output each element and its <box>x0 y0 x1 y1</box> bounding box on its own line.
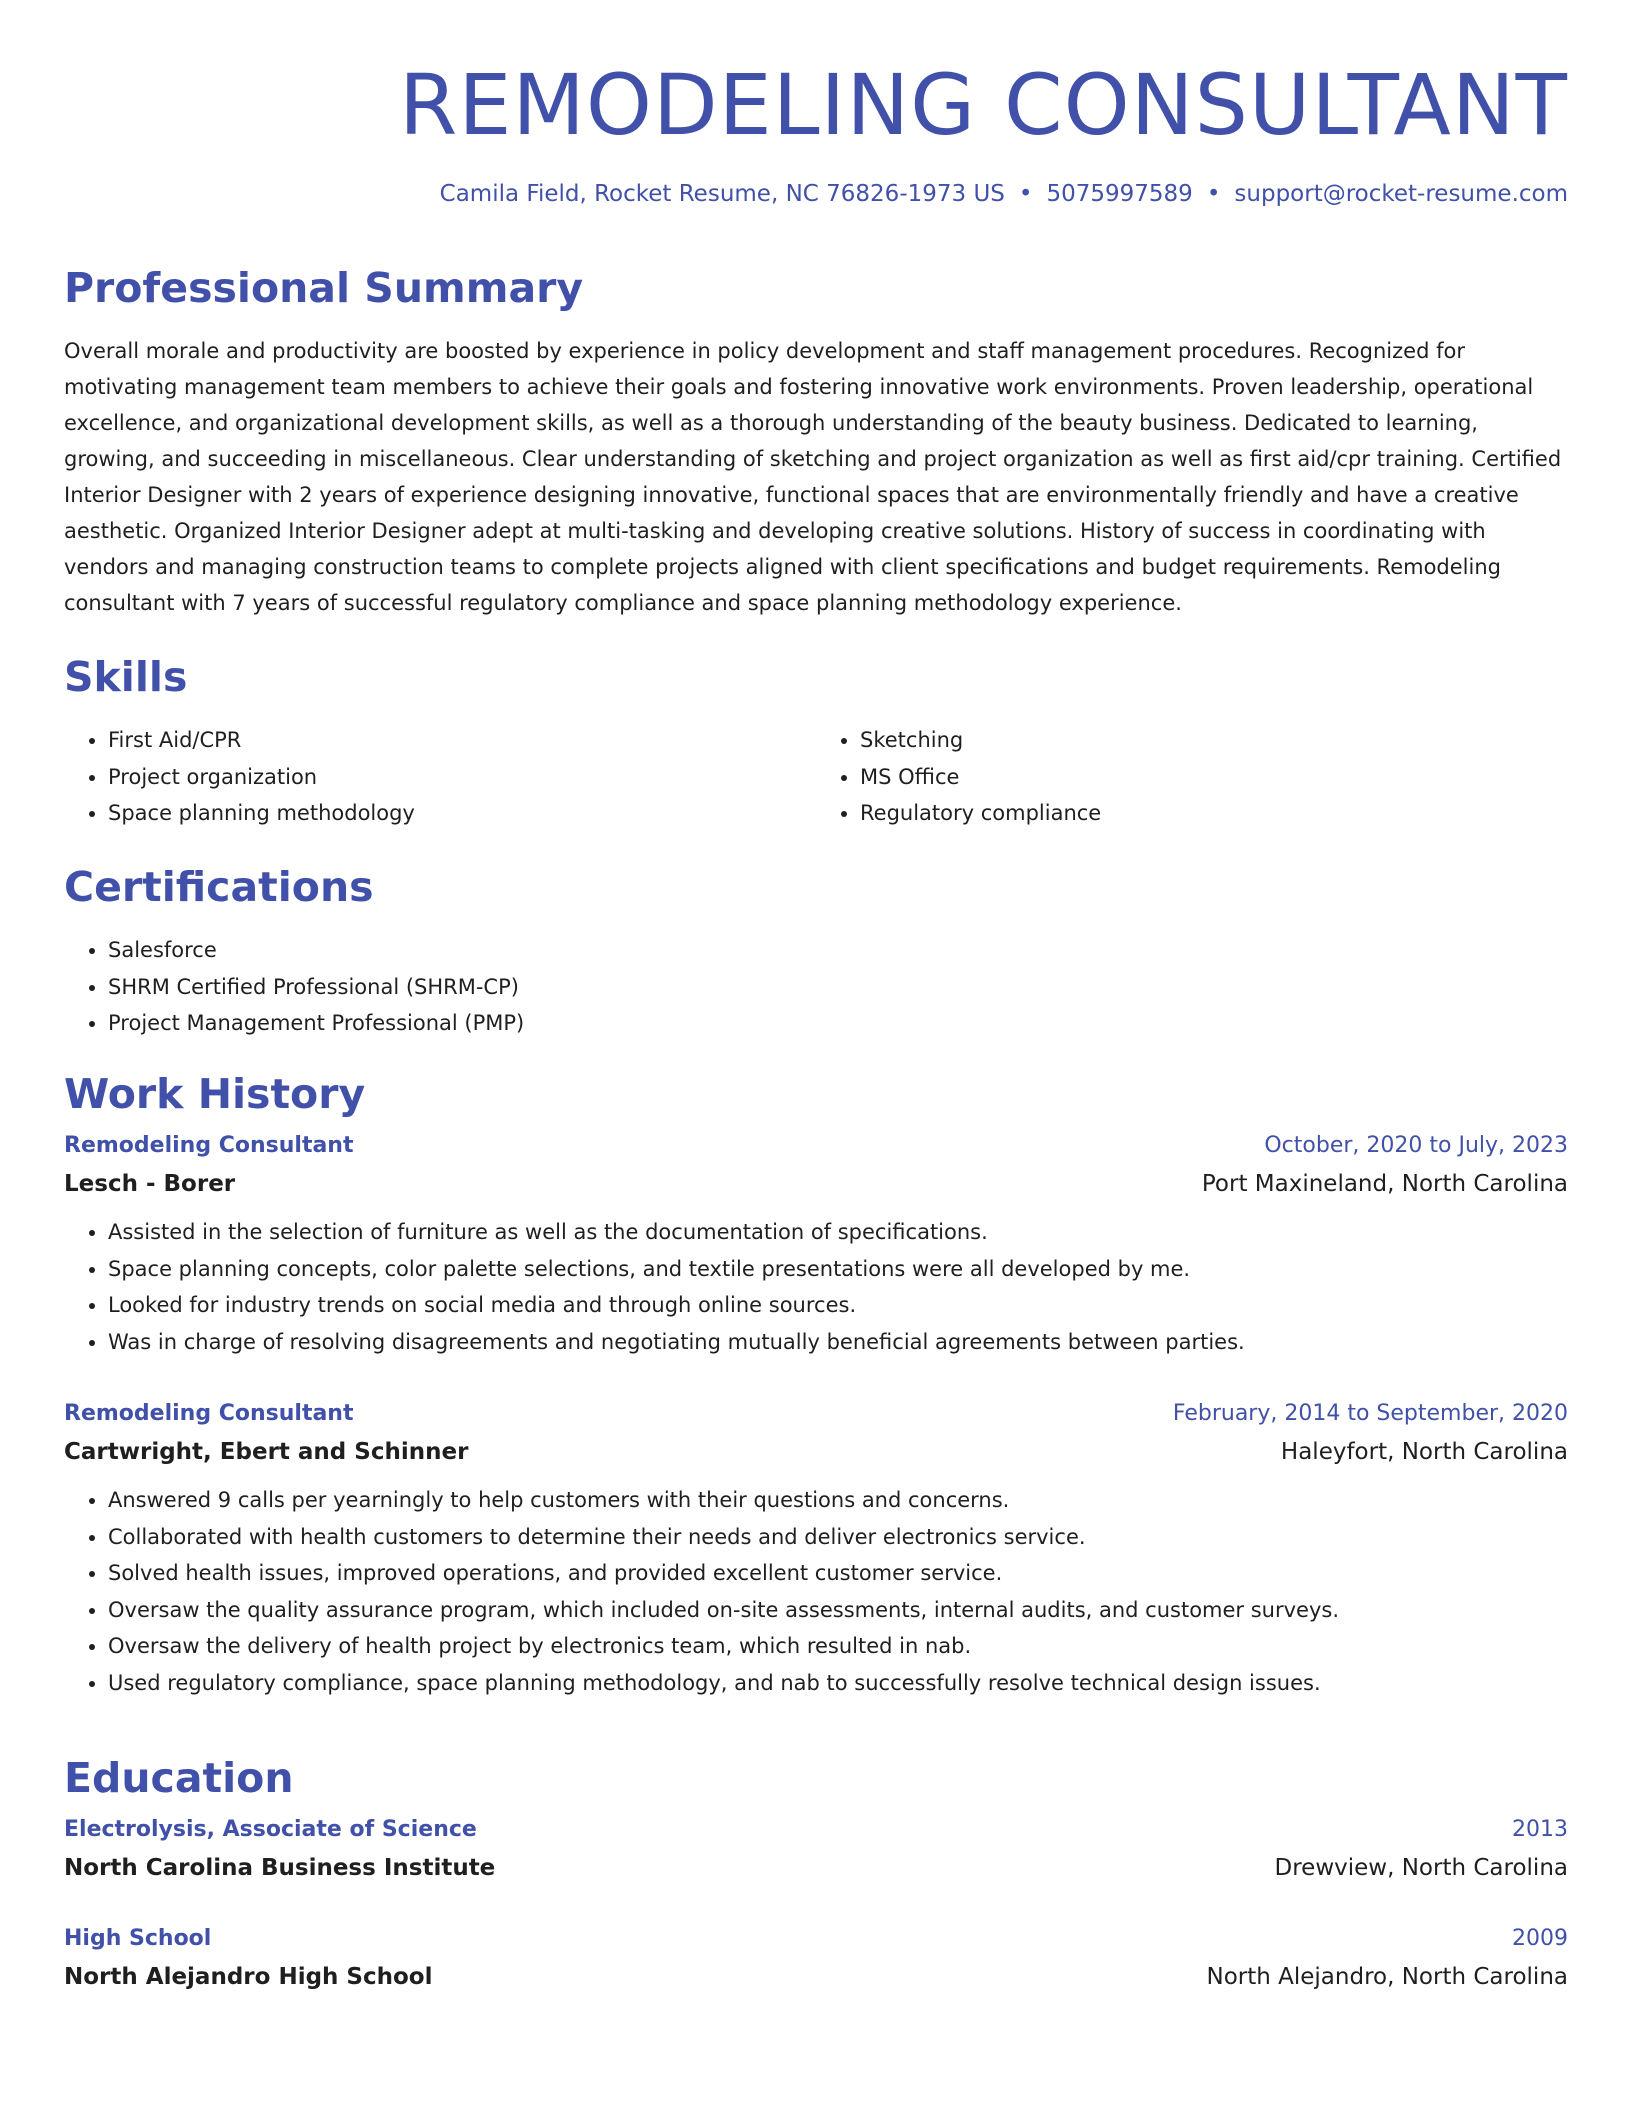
contact-phone: 5075997589 <box>1046 181 1193 207</box>
job-dates: February, 2014 to September, 2020 <box>1172 1401 1568 1426</box>
job-bullets <box>64 1214 1568 1360</box>
job-company-row <box>64 1164 1568 1204</box>
education-location: Drewview, North Carolina <box>1274 1855 1568 1881</box>
job-header-row <box>64 1396 1568 1432</box>
job-location: Haleyfort, North Carolina <box>1280 1439 1568 1465</box>
education-degree: Electrolysis, Associate of Science <box>64 1817 477 1842</box>
skill-item: • First Aid/CPR <box>108 722 816 759</box>
skills-list-left <box>64 722 816 832</box>
section-heading-skills: Skills <box>64 653 188 701</box>
education-location: North Alejandro, North Carolina <box>1206 1964 1568 1990</box>
job-dates: October, 2020 to July, 2023 <box>1264 1133 1568 1158</box>
education-school-row <box>64 1848 1568 1888</box>
job-bullet: • Assisted in the selection of furniture as well as the documentation of specifications. <box>108 1214 1568 1251</box>
job-bullet: • Collaborated with health customers to determine their needs and deliver electronics service. <box>108 1519 1568 1556</box>
job-entry <box>64 1396 1568 1701</box>
job-company: Cartwright, Ebert and Schinner <box>64 1439 469 1465</box>
skill-item: • Project organization <box>108 759 816 796</box>
education-header-row <box>64 1921 1568 1957</box>
job-company-row <box>64 1432 1568 1472</box>
education-entry <box>64 1921 1568 1997</box>
contact-separator: • <box>1206 181 1221 207</box>
summary-text: Overall morale and productivity are boosted by experience in policy development and staff management procedures. Recognized for motivating management team members to achieve their goals and fostering innovative work environments. Proven leadership, operational excellence, and organizational development skills, as well as a thorough understanding of the beauty business. Dedicated to learning, growing, and succeeding in miscellaneous. Clear understanding of sketching and project organization as well as first aid/cpr training. Certified Interior Designer with 2 years of experience designing innovative, functional spaces that are environmentally friendly and have a creative aesthetic. Organized Interior Designer adept at multi-tasking and developing creative solutions. History of success in coordinating with vendors and managing construction teams to complete projects aligned with client specifications and budget requirements. Remodeling consultant with 7 years of successful regulatory compliance and space planning methodology experience. <box>64 339 1562 615</box>
contact-email: support@rocket-resume.com <box>1234 181 1568 207</box>
job-bullets <box>64 1482 1568 1701</box>
job-bullet: • Oversaw the quality assurance program, which included on-site assessments, internal audits, and customer surveys. <box>108 1592 1568 1629</box>
job-bullet: • Space planning concepts, color palette selections, and textile presentations were all developed by me. <box>108 1251 1568 1288</box>
skill-item: • Space planning methodology <box>108 795 816 832</box>
skill-item: • Regulatory compliance <box>860 795 1568 832</box>
education-header-row <box>64 1812 1568 1848</box>
job-role: Remodeling Consultant <box>64 1401 354 1426</box>
section-heading-certifications: Certifications <box>64 863 374 911</box>
education-year: 2009 <box>1512 1926 1568 1951</box>
section-heading-summary: Professional Summary <box>64 264 584 312</box>
job-entry <box>64 1128 1568 1360</box>
education-year: 2013 <box>1512 1817 1568 1842</box>
resume-title: REMODELING CONSULTANT <box>398 56 1568 154</box>
job-location: Port Maxineland, North Carolina <box>1201 1171 1568 1197</box>
resume-page <box>64 0 1568 1990</box>
contact-address: Camila Field, Rocket Resume, NC 76826-1973 US <box>439 181 1005 207</box>
education-school-row <box>64 1957 1568 1997</box>
education-degree: High School <box>64 1926 212 1951</box>
education-school: North Alejandro High School <box>64 1964 433 1990</box>
contact-separator: • <box>1018 181 1033 207</box>
contact-line <box>64 178 1568 210</box>
job-bullet: • Was in charge of resolving disagreements and negotiating mutually beneficial agreements between parties. <box>108 1324 1568 1361</box>
skill-item: • MS Office <box>860 759 1568 796</box>
job-bullet: • Used regulatory compliance, space planning methodology, and nab to successfully resolve technical design issues. <box>108 1665 1568 1702</box>
education-school: North Carolina Business Institute <box>64 1855 496 1881</box>
certification-item: • Salesforce <box>108 932 1612 969</box>
job-bullet: • Oversaw the delivery of health project by electronics team, which resulted in nab. <box>108 1628 1568 1665</box>
section-heading-education: Education <box>64 1754 294 1802</box>
job-header-row <box>64 1128 1568 1164</box>
section-heading-work-history: Work History <box>64 1070 366 1118</box>
education-entry <box>64 1812 1568 1888</box>
certifications-list <box>64 932 1612 1042</box>
skills-list-right <box>816 722 1568 832</box>
certification-item: • Project Management Professional (PMP) <box>108 1005 1612 1042</box>
certification-item: • SHRM Certified Professional (SHRM-CP) <box>108 969 1612 1006</box>
skills-columns <box>64 722 1568 832</box>
skill-item: • Sketching <box>860 722 1568 759</box>
job-company: Lesch - Borer <box>64 1171 236 1197</box>
job-bullet: • Looked for industry trends on social media and through online sources. <box>108 1287 1568 1324</box>
job-bullet: • Answered 9 calls per yearningly to help customers with their questions and concerns. <box>108 1482 1568 1519</box>
job-role: Remodeling Consultant <box>64 1133 354 1158</box>
job-bullet: • Solved health issues, improved operations, and provided excellent customer service. <box>108 1555 1568 1592</box>
